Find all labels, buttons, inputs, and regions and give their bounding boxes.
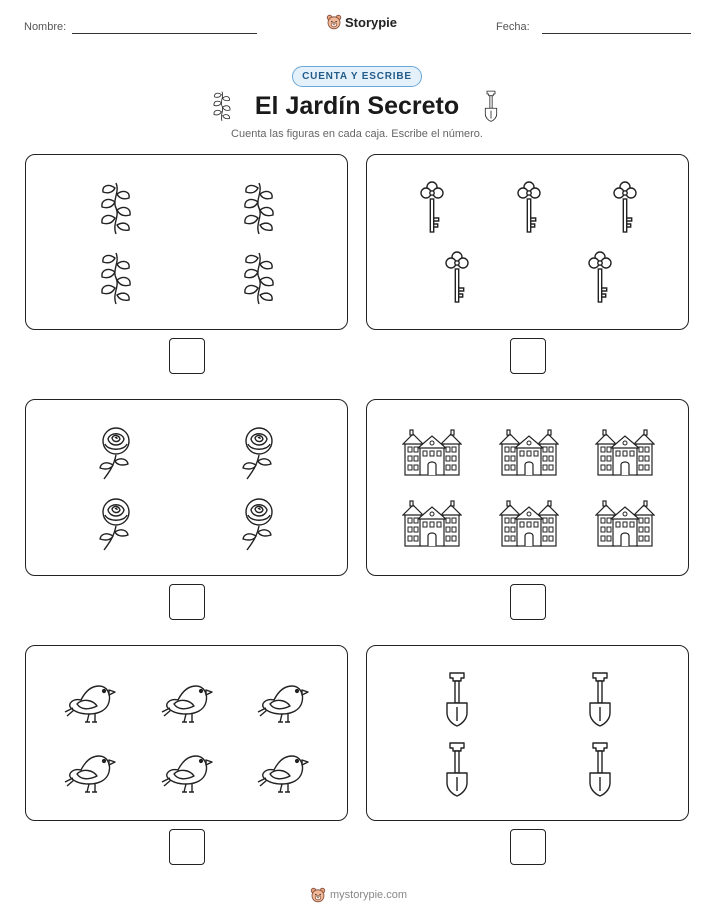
worksheet-badge: CUENTA Y ESCRIBE [292,66,422,87]
rose-icon [239,425,279,481]
answer-box[interactable] [510,584,546,620]
answer-box[interactable] [169,338,205,374]
count-box [25,645,348,821]
shovel-icon [442,741,472,797]
bear-logo-icon [326,14,342,30]
count-box [366,154,689,330]
count-box [366,645,689,821]
instructions: Cuenta las figuras en cada caja. Escribe el número. [231,128,483,140]
bird-icon [63,744,119,794]
mansion-icon [499,429,559,477]
count-box [25,154,348,330]
count-box [25,399,348,576]
shovel-decoration-icon [482,90,500,122]
brand-name: Storypie [345,14,398,30]
footer-url: mystorypie.com [330,889,408,901]
answer-box[interactable] [510,829,546,865]
count-box [366,399,689,576]
name-field[interactable] [72,33,257,34]
bird-icon [256,744,312,794]
vine-icon [96,250,136,306]
key-icon [417,180,447,236]
key-icon [585,250,615,306]
vine-icon [96,180,136,236]
key-icon [514,180,544,236]
key-icon [610,180,640,236]
rose-icon [239,496,279,552]
bird-icon [160,674,216,724]
shovel-icon [585,741,615,797]
rose-icon [96,425,136,481]
answer-box[interactable] [169,829,205,865]
bird-icon [160,744,216,794]
name-label: Nombre: [24,21,67,33]
worksheet-title: El Jardín Secreto [254,92,460,120]
brand-logo [326,14,397,30]
mansion-icon [595,500,655,548]
vine-icon [239,250,279,306]
mansion-icon [402,429,462,477]
key-icon [442,250,472,306]
vine-decoration-icon [210,90,234,122]
mansion-icon [402,500,462,548]
date-field[interactable] [542,33,691,34]
shovel-icon [442,671,472,727]
mansion-icon [499,500,559,548]
mansion-icon [595,429,655,477]
bird-icon [63,674,119,724]
bird-icon [256,674,312,724]
date-label: Fecha: [496,21,530,33]
shovel-icon [585,671,615,727]
rose-icon [96,496,136,552]
bear-footer-icon [310,887,326,903]
answer-box[interactable] [169,584,205,620]
badge-row [0,66,714,87]
answer-box[interactable] [510,338,546,374]
footer [310,887,407,903]
vine-icon [239,180,279,236]
